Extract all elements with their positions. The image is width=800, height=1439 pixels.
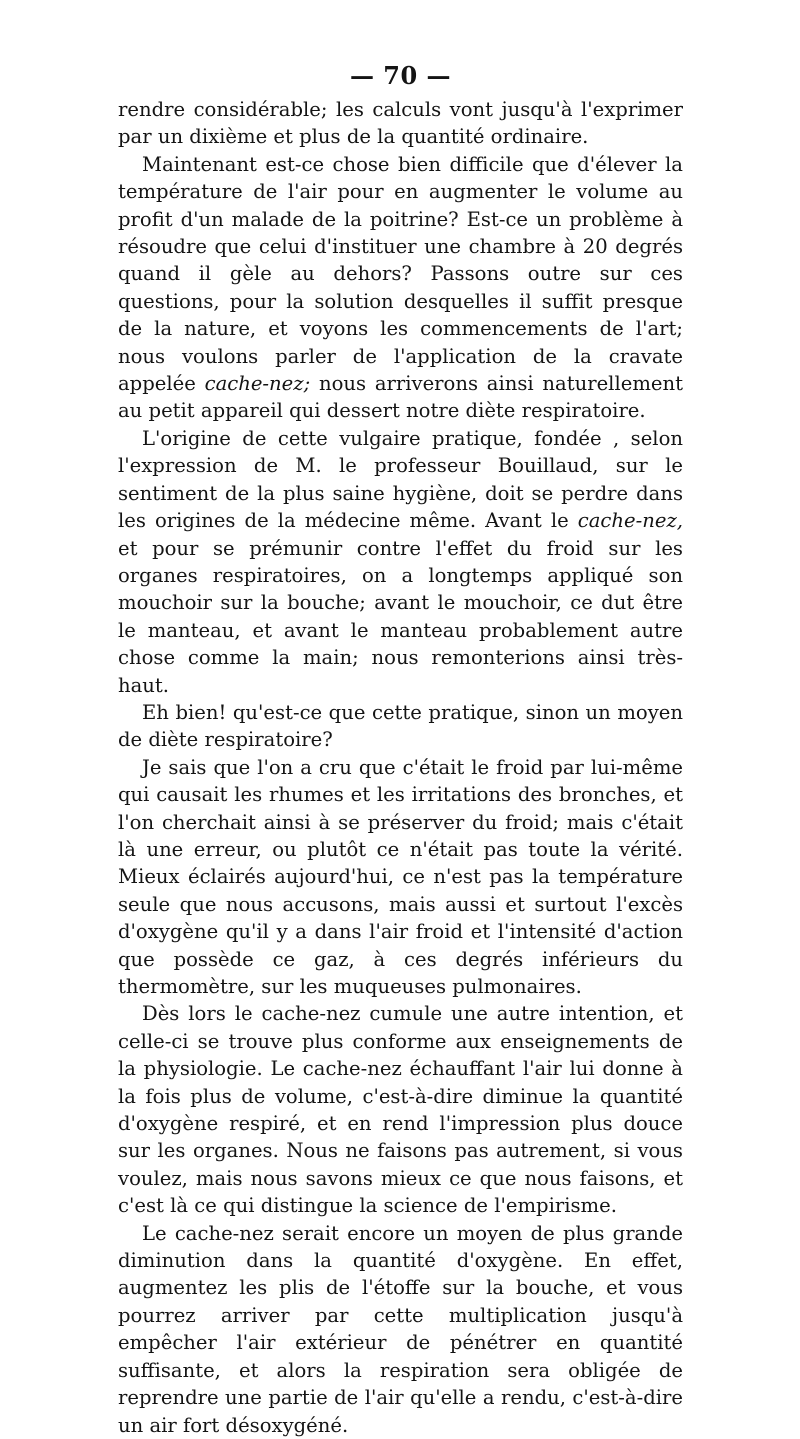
paragraph-5 — [118, 754, 683, 1001]
book-page — [118, 58, 683, 1439]
paragraph-6 — [118, 1000, 683, 1219]
paragraph-2-italic-term: cache-nez; — [204, 372, 311, 396]
paragraph-4 — [118, 699, 683, 754]
paragraph-4-text: Eh bien! qu'est-ce que cette pratique, sinon un moyen de diète respiratoire? — [118, 700, 683, 752]
paragraph-1 — [118, 96, 683, 151]
page-number: — 70 — — [349, 61, 452, 90]
paragraph-3-italic-term: cache-nez, — [577, 509, 683, 533]
paragraph-6-text: Dès lors le cache-nez cumule une autre intention, et celle-ci se trouve plus conforme aux enseignements de la physiologie. Le cache-nez échauffant l'air lui donne à la fois plus de volume, c'est-à-dire diminue la quantité d'oxygène respiré, et en rend l'impression plus douce sur les organes. Nous ne faisons pas autrement, si vous voulez, mais nous savons mieux ce que nous faisons, et c'est là ce qui distingue la science de l'empirisme. — [118, 1002, 683, 1218]
paragraph-7 — [118, 1220, 683, 1439]
paragraph-1-text: rendre considérable; les calculs vont jusqu'à l'exprimer par un dixième et plus de la quantité ordinaire. — [118, 98, 683, 149]
paragraph-3 — [118, 425, 683, 699]
paragraph-3-text-a: L'origine de cette vulgaire pratique, fondée , selon l'expression de M. le professeur Bouillaud, sur le sentiment de la plus saine hygiène, doit se perdre dans les origines de la médecine même. Avant le — [118, 426, 683, 533]
paragraph-2-text-b: nous arriverons ainsi naturellement au petit appareil qui dessert notre diète respiratoire. — [118, 372, 683, 423]
paragraph-3-text-b: et pour se prémunir contre l'effet du froid sur les organes respiratoires, on a longtemps appliqué son mouchoir sur la bouche; avant le mouchoir, ce dut être le manteau, et avant le manteau probablement autre chose comme la main; nous remonterions ainsi très-haut. — [118, 536, 683, 697]
paragraph-2-text-a: Maintenant est-ce chose bien difficile que d'élever la température de l'air pour en augmenter le volume au profit d'un malade de la poitrine? Est-ce un problème à résoudre que celui d'instituer une chambre à 20 degrés quand il gèle au dehors? Passons outre sur ces questions, pour la solution desquelles il suffit presque de la nature, et voyons les commencements de l'art; nous voulons parler de l'application de la cravate appelée — [118, 152, 683, 396]
paragraph-2 — [118, 151, 683, 425]
paragraph-5-text: Je sais que l'on a cru que c'était le froid par lui-même qui causait les rhumes et les irritations des bronches, et l'on cherchait ainsi à se préserver du froid; mais c'était là une erreur, ou plutôt ce n'était pas toute la vérité. Mieux éclairés aujourd'hui, ce n'est pas la température seule que nous accusons, mais aussi et surtout l'excès d'oxygène qu'il y a dans l'air froid et l'intensité d'action que possède ce gaz, à ces degrés inférieurs du thermomètre, sur les muqueuses pulmonaires. — [118, 755, 683, 998]
paragraph-7-text: Le cache-nez serait encore un moyen de plus grande diminution dans la quantité d'oxygène. En effet, augmentez les plis de l'étoffe sur la bouche, et vous pourrez arriver par cette multiplication jusqu'à empêcher l'air extérieur de pénétrer en quantité suffisante, et alors la respiration sera obligée de reprendre une partie de l'air qu'elle a rendu, c'est-à-dire un air fort désoxygéné. — [118, 1221, 683, 1437]
